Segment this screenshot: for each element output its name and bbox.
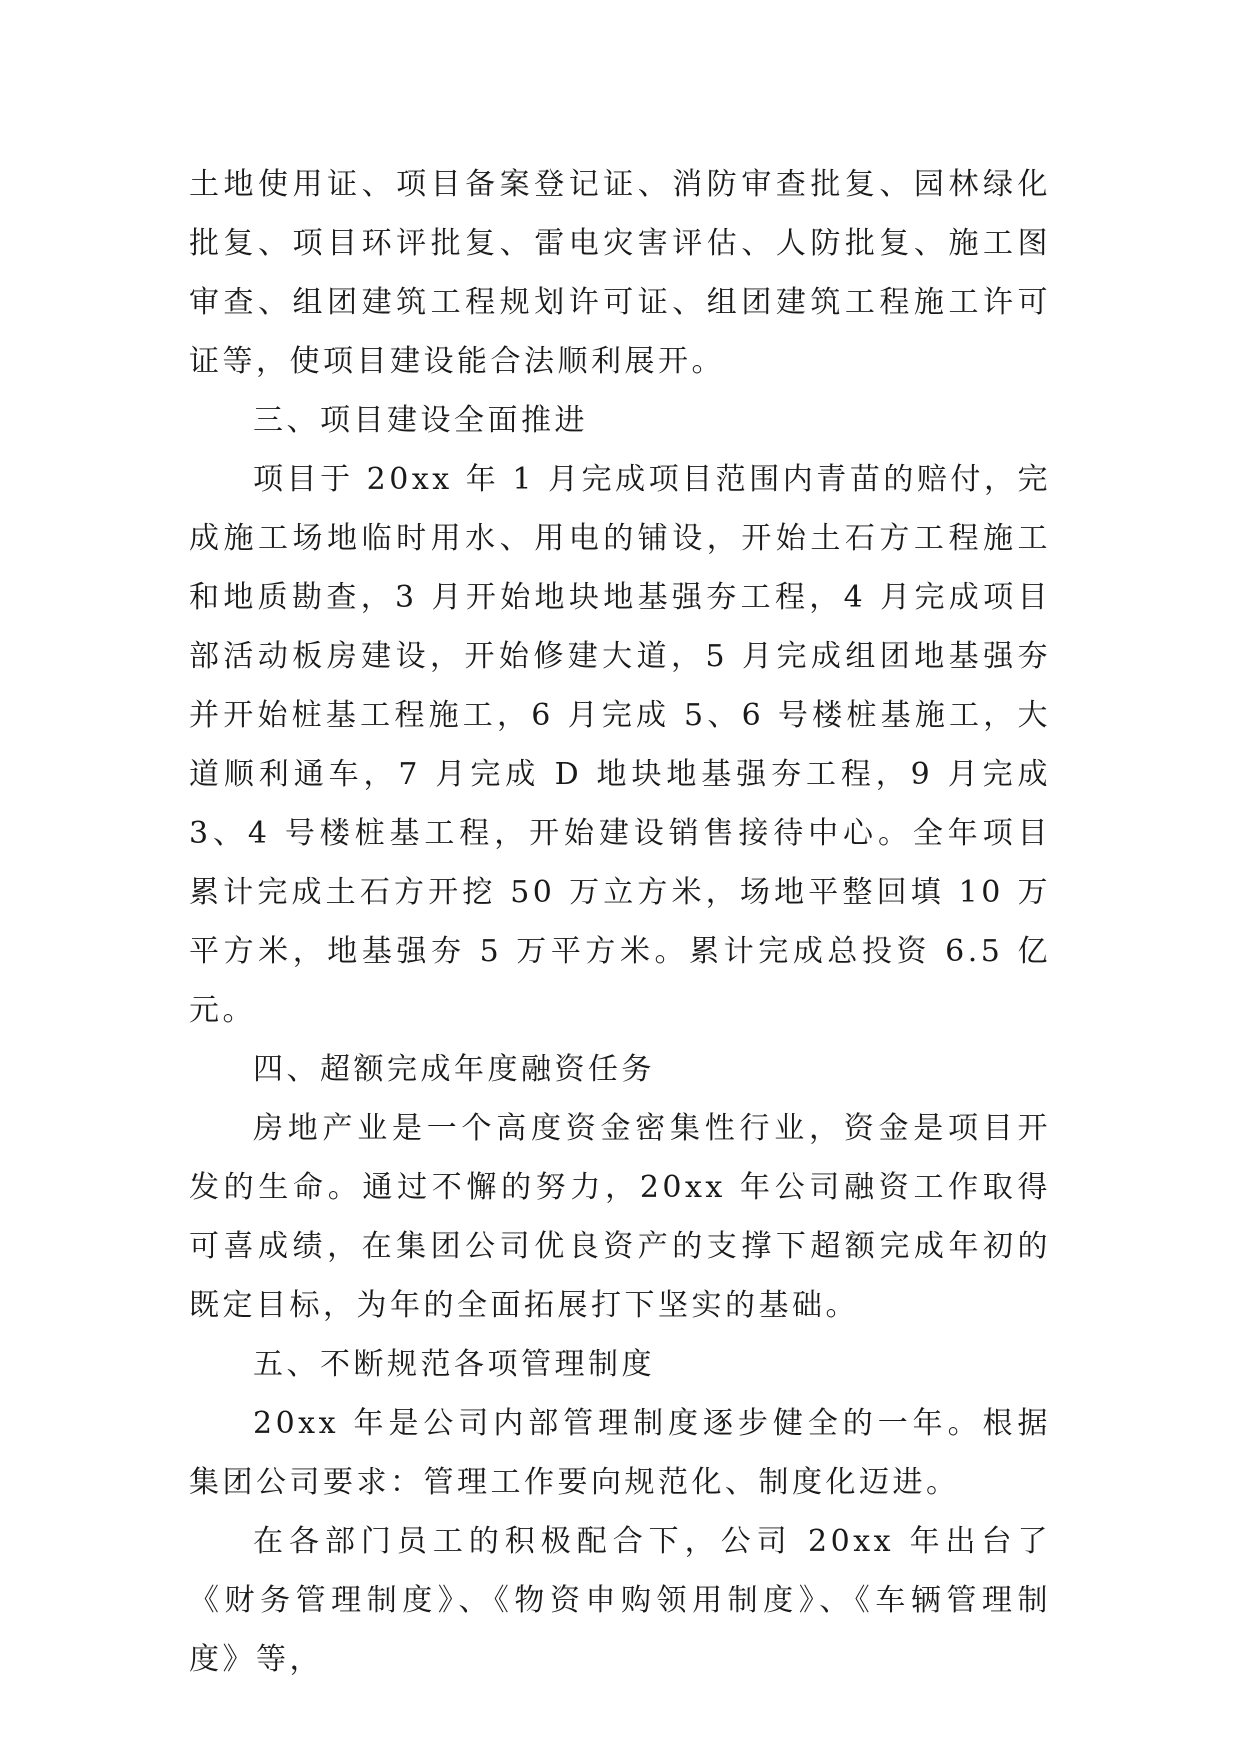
paragraph-management-rules: 在各部门员工的积极配合下，公司 20xx 年出台了《财务管理制度》、《物资申购领用制度》、《车辆管理制度》等，	[189, 1524, 1051, 1677]
paragraph-financing: 房地产业是一个高度资金密集性行业，资金是项目开发的生命。通过不懈的努力，20xx 年公司融资工作取得可喜成绩，在集团公司优良资产的支撑下超额完成年初的既定目标，为年的全面拓展打下坚实的基础。	[189, 1111, 1051, 1323]
paragraph-approvals: 土地使用证、项目备案登记证、消防审查批复、园林绿化批复、项目环评批复、雷电灾害评估、人防批复、施工图审查、组团建筑工程规划许可证、组团建筑工程施工许可证等，使项目建设能合法顺利展开。	[189, 167, 1051, 379]
section-heading-4: 四、超额完成年度融资任务	[253, 1052, 655, 1087]
section-heading-3: 三、项目建设全面推进	[253, 403, 588, 438]
paragraph-management-intro: 20xx 年是公司内部管理制度逐步健全的一年。根据集团公司要求：管理工作要向规范化、制度化迈进。	[189, 1406, 1051, 1500]
paragraph-construction-progress: 项目于 20xx 年 1 月完成项目范围内青苗的赔付，完成施工场地临时用水、用电的铺设，开始土石方工程施工和地质勘查，3 月开始地块地基强夯工程，4 月完成项目部活动板房建设，开始修建大道，5 月完成组团地基强夯并开始桩基工程施工，6 月完成 5、6 号楼桩基施工，大道顺利通车，7 月完成 D 地块地基强夯工程，9 月完成 3、4 号楼桩基工程，开始建设销售接待中心。全年项目累计完成土石方开挖 50 万立方米，场地平整回填 10 万平方米，地基强夯 5 万平方米。累计完成总投资 6.5 亿元。	[189, 462, 1051, 1028]
document-body	[189, 155, 1051, 1689]
section-heading-5: 五、不断规范各项管理制度	[253, 1347, 655, 1382]
